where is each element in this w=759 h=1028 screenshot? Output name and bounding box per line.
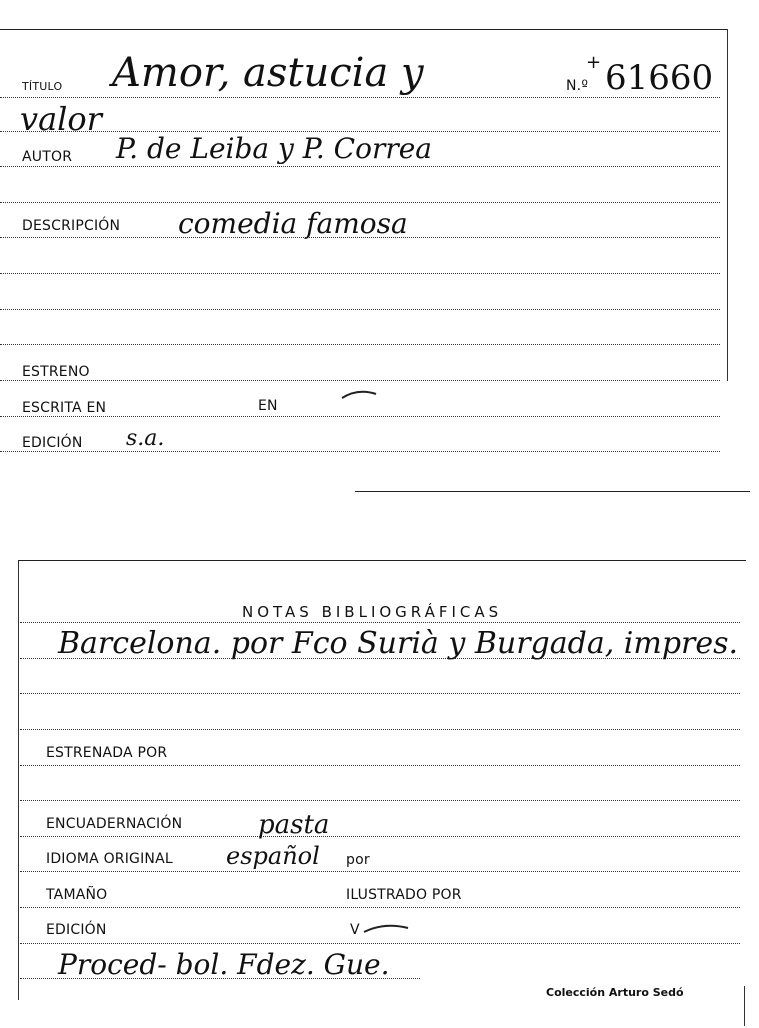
rule-line bbox=[0, 309, 720, 310]
rule-line bbox=[0, 273, 720, 274]
stamp-mark bbox=[340, 388, 380, 402]
edicion-value: s.a. bbox=[126, 426, 165, 451]
rule-line bbox=[20, 907, 740, 908]
idioma-label: IDIOMA ORIGINAL bbox=[46, 851, 173, 867]
estrenada-por-label: ESTRENADA POR bbox=[46, 745, 168, 761]
descripcion-label: DESCRIPCIÓN bbox=[22, 218, 121, 234]
rule-line bbox=[20, 765, 740, 766]
rule-line bbox=[20, 693, 740, 694]
rule-line bbox=[0, 202, 720, 203]
card2-left-border bbox=[18, 560, 19, 1000]
coleccion-footer: Colección Arturo Sedó bbox=[546, 986, 684, 999]
rule-line bbox=[20, 943, 740, 944]
card-top-border bbox=[0, 29, 728, 30]
card-right-border bbox=[727, 29, 728, 381]
rule-line bbox=[0, 416, 720, 417]
en-label: EN bbox=[258, 398, 278, 414]
ilustrado-por-label: ILUSTRADO POR bbox=[346, 887, 462, 903]
autor-label: AUTOR bbox=[22, 149, 73, 165]
edicion2-label: EDICIÓN bbox=[46, 922, 107, 938]
titulo-value: Amor, astucia y bbox=[112, 50, 424, 96]
numero-label: N.º bbox=[566, 78, 589, 94]
edicion2-value: V bbox=[350, 922, 360, 938]
escrita-en-label: ESCRITA EN bbox=[22, 400, 107, 416]
card2-top-border bbox=[18, 560, 746, 561]
rule-line bbox=[0, 166, 720, 167]
encuadernacion-label: ENCUADERNACIÓN bbox=[46, 816, 183, 832]
numero-value: 61660 bbox=[605, 58, 714, 98]
rule-line bbox=[20, 622, 740, 623]
numero-cross-mark: + bbox=[586, 52, 602, 73]
autor-value: P. de Leiba y P. Correa bbox=[116, 132, 432, 165]
titulo-label: TÍTULO bbox=[22, 80, 63, 93]
idioma-value: español bbox=[226, 842, 320, 870]
procedencia-value: Proced- bol. Fdez. Gue. bbox=[58, 948, 390, 981]
card-bottom-edge bbox=[355, 491, 750, 492]
rule-line bbox=[0, 344, 720, 345]
por-label: por bbox=[346, 852, 370, 868]
rule-line bbox=[20, 800, 740, 801]
edicion-label: EDICIÓN bbox=[22, 435, 83, 451]
tamano-label: TAMAÑO bbox=[46, 887, 108, 903]
rule-line bbox=[0, 451, 720, 452]
rule-line bbox=[20, 871, 740, 872]
titulo-value-cont: valor bbox=[20, 100, 102, 138]
encuadernacion-value: pasta bbox=[258, 810, 330, 840]
stamp-mark bbox=[362, 922, 412, 936]
rule-line bbox=[20, 729, 740, 730]
descripcion-value: comedia famosa bbox=[178, 207, 408, 240]
rule-line bbox=[20, 836, 740, 837]
notas-heading: NOTAS BIBLIOGRÁFICAS bbox=[242, 603, 503, 621]
rule-line bbox=[0, 380, 720, 381]
card2-right-tick bbox=[744, 986, 745, 1026]
notas-value: Barcelona. por Fco Surià y Burgada, impres. bbox=[58, 626, 739, 661]
estreno-label: ESTRENO bbox=[22, 364, 90, 380]
